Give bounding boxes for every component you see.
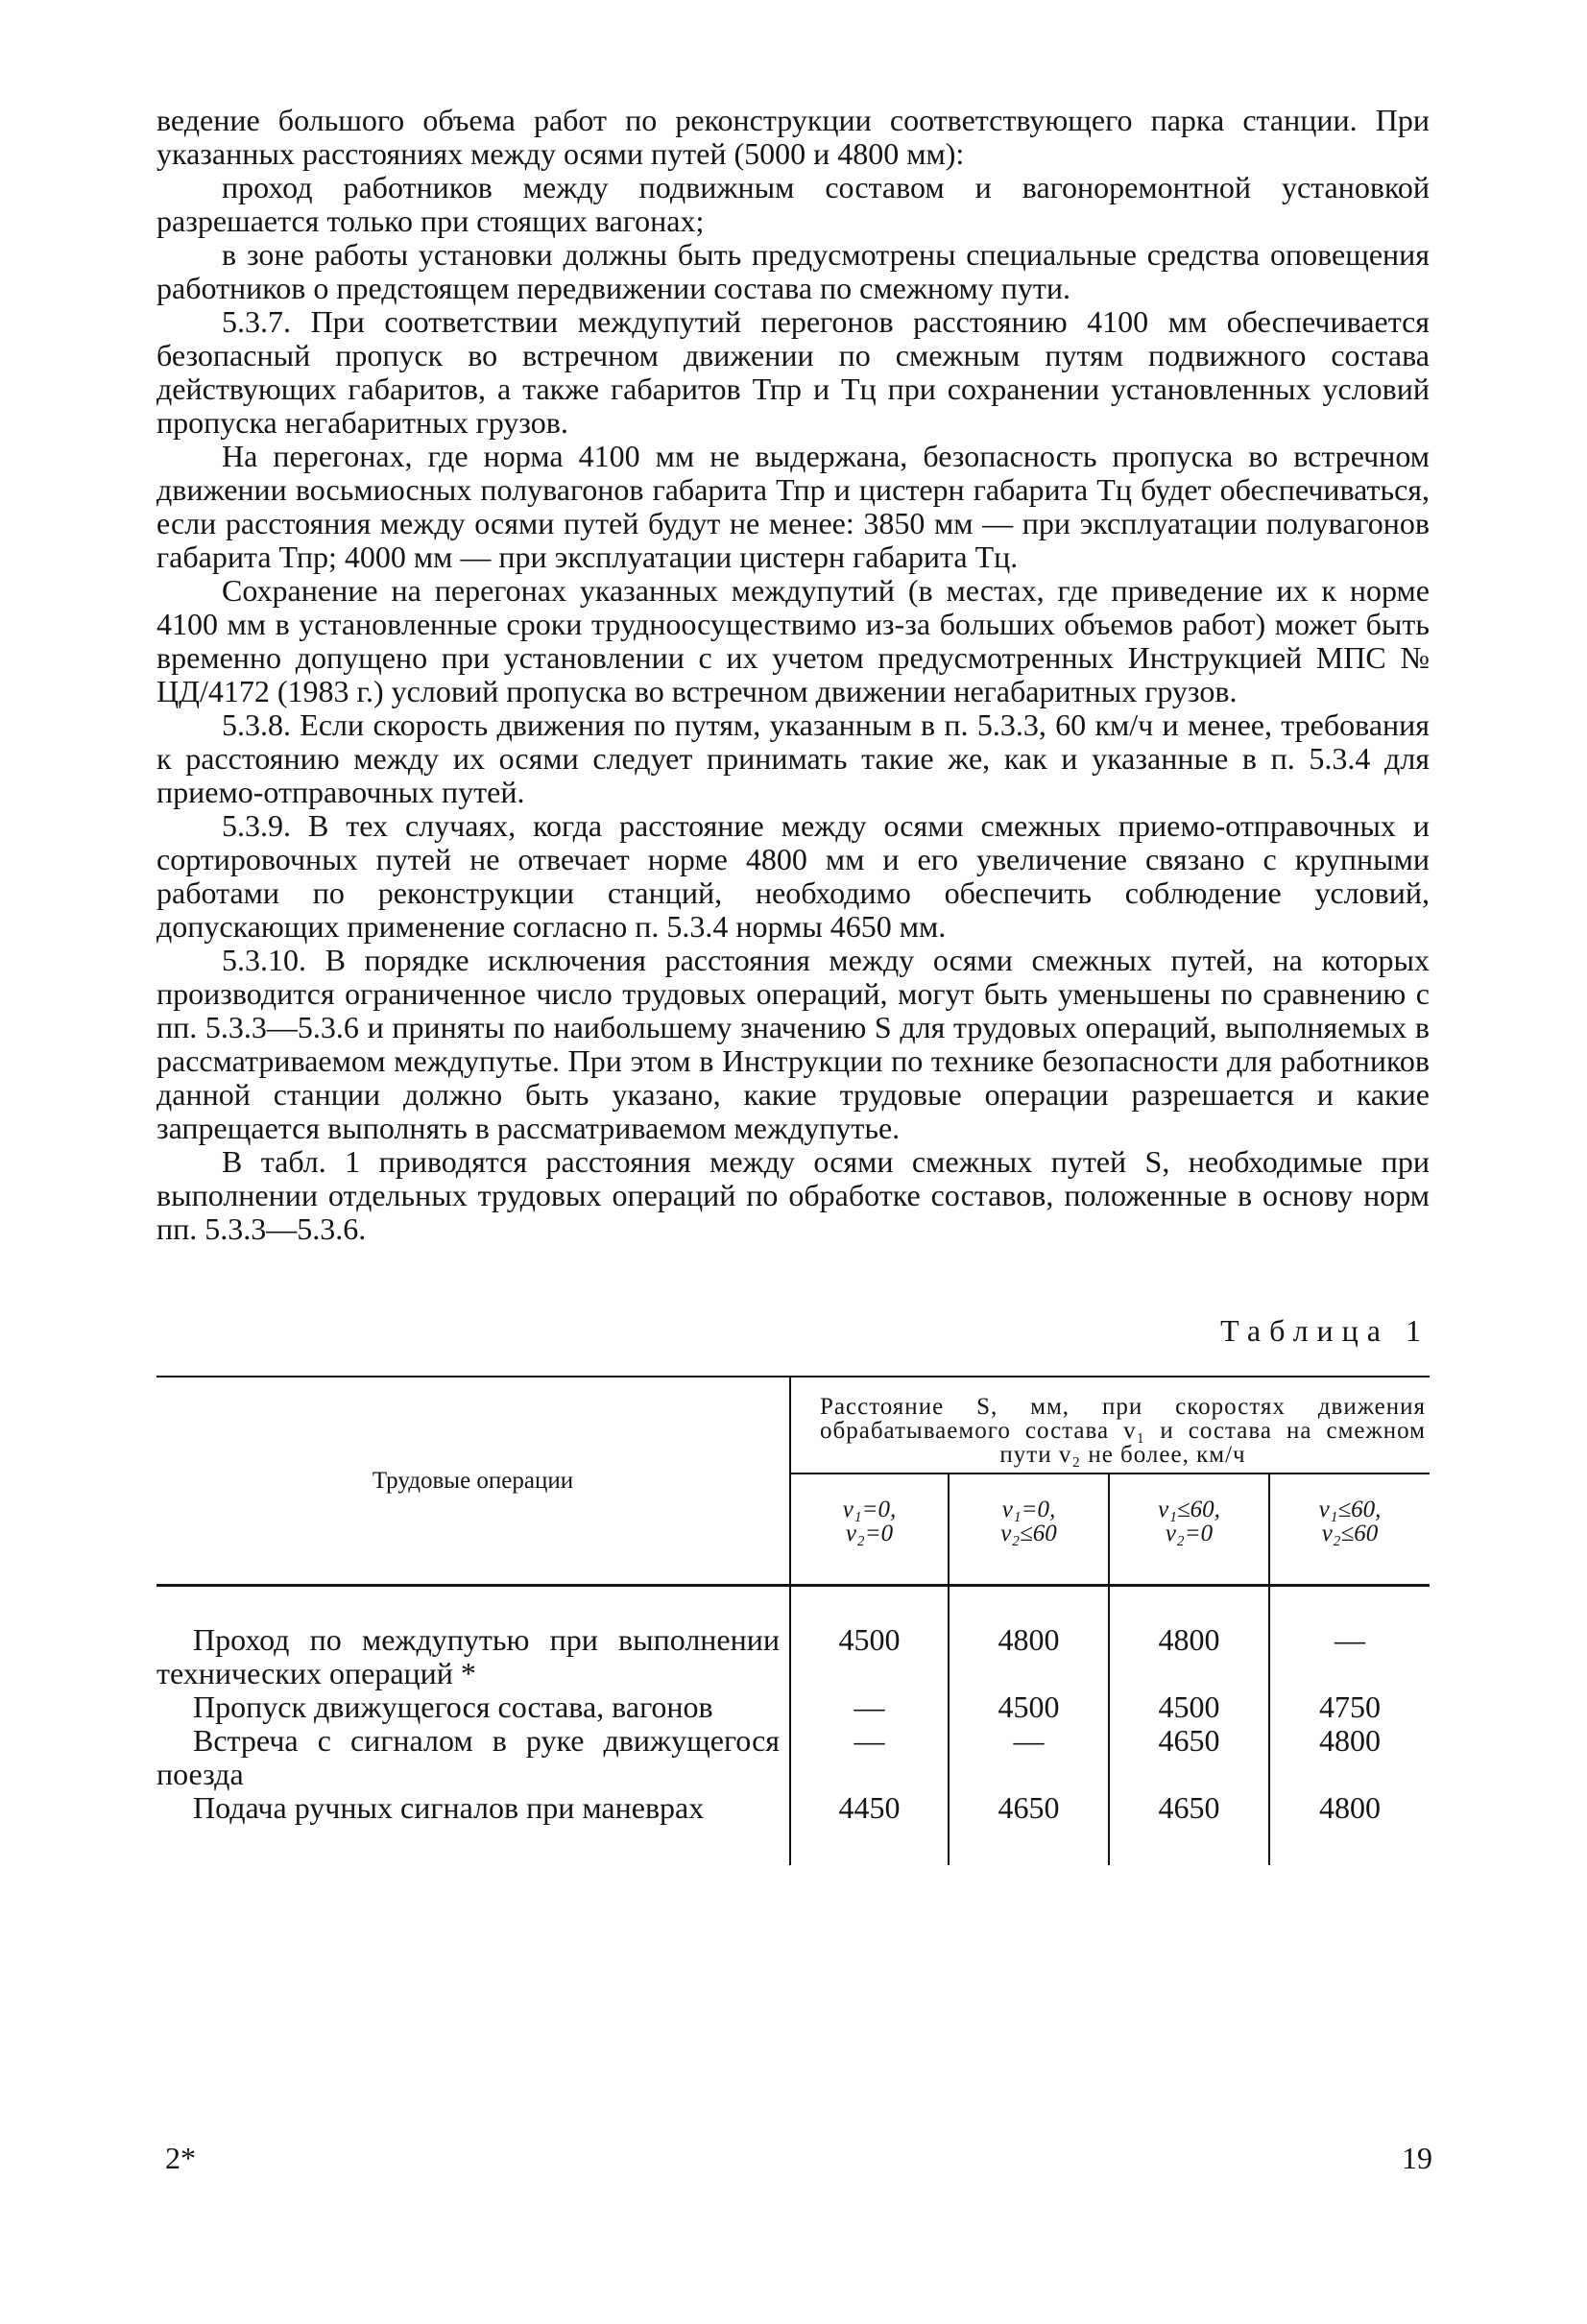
subheader-v1-le60-v2-0 (1109, 1473, 1269, 1586)
paragraph: проход работников между подвижным составом и вагоноремонтной установкой разрешается только при стоящих вагонах; (156, 170, 1430, 238)
subheader-line: v₂=0 (1165, 1521, 1214, 1546)
table-row (156, 1690, 1430, 1724)
data-table (156, 1376, 1430, 1865)
subheader-line: v₁=0, (1001, 1497, 1056, 1522)
row-operation: Проход по междупутью при выполнении технических операций * (156, 1622, 780, 1690)
cell-value: 4650 (1109, 1724, 1269, 1791)
subheader-v1-le60-v2-le60 (1269, 1473, 1430, 1586)
row-operation: Подача ручных сигналов при маневрах (193, 1790, 705, 1825)
subheader-line: v₂≤60 (1321, 1521, 1379, 1546)
paragraph: На перегонах, где норма 4100 мм не выдержана, безопасность пропуска во встречном движении восьмиосных полувагонов габарита Тпр и цистерн габарита Тц будет обеспечиваться, если расстояния между осями путей будут не менее: 3850 мм — при эксплуатации полувагонов габарита Тпр; 4000 мм — при эксплуатации цистерн габарита Тц. (156, 439, 1430, 574)
document-page (156, 104, 1430, 1865)
cell-value: 4750 (1319, 1689, 1381, 1724)
cell-value: 4800 (1109, 1623, 1269, 1690)
table-row (156, 1623, 1430, 1690)
cell-value: 4500 (949, 1690, 1109, 1724)
subheader-v1-0-v2-le60 (949, 1473, 1109, 1586)
cell-value: 4650 (1109, 1791, 1269, 1825)
table-row (156, 1791, 1430, 1825)
paragraph-table-intro: В табл. 1 приводятся расстояния между осями смежных путей S, необходимые при выполнении отдельных трудовых операций по обработке составов, положенные в основу норм пп. 5.3.3—5.3.6. (156, 1144, 1430, 1246)
table-row (156, 1724, 1430, 1791)
cell-value: 4800 (1319, 1790, 1381, 1825)
cell-value: 4500 (1109, 1690, 1269, 1724)
paragraph-5-3-7: 5.3.7. При соответствии междупутий перегонов расстоянию 4100 мм обеспечивается безопасный пропуск во встречном движении по смежным путям подвижного состава действующих габаритов, а также габаритов Тпр и Тц при сохранении установленных условий пропуска негабаритных грузов. (156, 304, 1430, 440)
paragraph: ведение большого объема работ по реконструкции соответствующего парка станции. При указанных расстояниях между осями путей (5000 и 4800 мм): (156, 103, 1430, 171)
page-number: 19 (1402, 2141, 1432, 2175)
cell-value: 4500 (790, 1623, 949, 1690)
subheader-line: v₁≤60, (1318, 1497, 1382, 1522)
row-operation: Пропуск движущегося состава, вагонов (193, 1689, 713, 1724)
cell-value: 4800 (1319, 1723, 1381, 1758)
subheader-line: v₂=0 (845, 1521, 894, 1546)
cell-value: — (790, 1724, 949, 1791)
paragraph-5-3-9: 5.3.9. В тех случаях, когда расстояние между осями смежных приемо-отправочных и сортировочных путей не отвечает норме 4800 мм и его увеличение связано с крупными работами по реконструкции станций, необходимо обеспечить соблюдение условий, допускающих применение согласно п. 5.3.4 нормы 4650 мм. (156, 808, 1430, 944)
subheader-line: v₁≤60, (1158, 1497, 1220, 1522)
paragraph: в зоне работы установки должны быть предусмотрены специальные средства оповещения работников о предстоящем передвижении состава по смежному пути. (156, 237, 1430, 305)
subheader-line: v₁=0, (842, 1497, 897, 1522)
header-operations: Трудовые операции (156, 1377, 790, 1586)
subheader-line: v₂≤60 (1000, 1521, 1057, 1546)
row-operation: Встреча с сигналом в руке движущегося поезда (156, 1723, 780, 1791)
cell-value: — (949, 1724, 1109, 1791)
cell-value: 4450 (790, 1791, 949, 1825)
cell-value: — (790, 1690, 949, 1724)
paragraph-5-3-10: 5.3.10. В порядке исключения расстояния между осями смежных путей, на которых производится ограниченное число трудовых операций, могут быть уменьшены по сравнению с пп. 5.3.3—5.3.6 и приняты по наибольшему значению S для трудовых операций, выполняемых в рассматриваемом междупутье. При этом в Инструкции по технике безопасности для работников данной станции должно быть указано, какие трудовые операции разрешается и какие запрещается выполнять в рассматриваемом междупутье. (156, 943, 1430, 1145)
signature-mark: 2* (165, 2141, 196, 2175)
subheader-v1-0-v2-0 (790, 1473, 949, 1586)
paragraph: Сохранение на перегонах указанных междупутий (в местах, где приведение их к норме 4100 мм в установленные сроки трудноосуществимо из-за больших объемов работ) может быть временно допущено при установлении с их учетом предусмотренных Инструкцией МПС № ЦД/4172 (1983 г.) условий пропуска во встречном движении негабаритных грузов. (156, 573, 1430, 708)
cell-value: 4650 (949, 1791, 1109, 1825)
table-caption: Таблица 1 (1220, 1313, 1430, 1348)
cell-value: — (1335, 1622, 1365, 1657)
paragraph-5-3-8: 5.3.8. Если скорость движения по путям, указанным в п. 5.3.3, 60 км/ч и менее, требования к расстоянию между их осями следует принимать такие же, как и указанные в п. 5.3.4 для приемо-отправочных путей. (156, 707, 1430, 809)
cell-value: 4800 (949, 1623, 1109, 1690)
header-distance: Расстояние S, мм, при скоростях движения обрабатываемого состава v₁ и состава на смежном пути v₂ не более, км/ч (790, 1377, 1430, 1473)
